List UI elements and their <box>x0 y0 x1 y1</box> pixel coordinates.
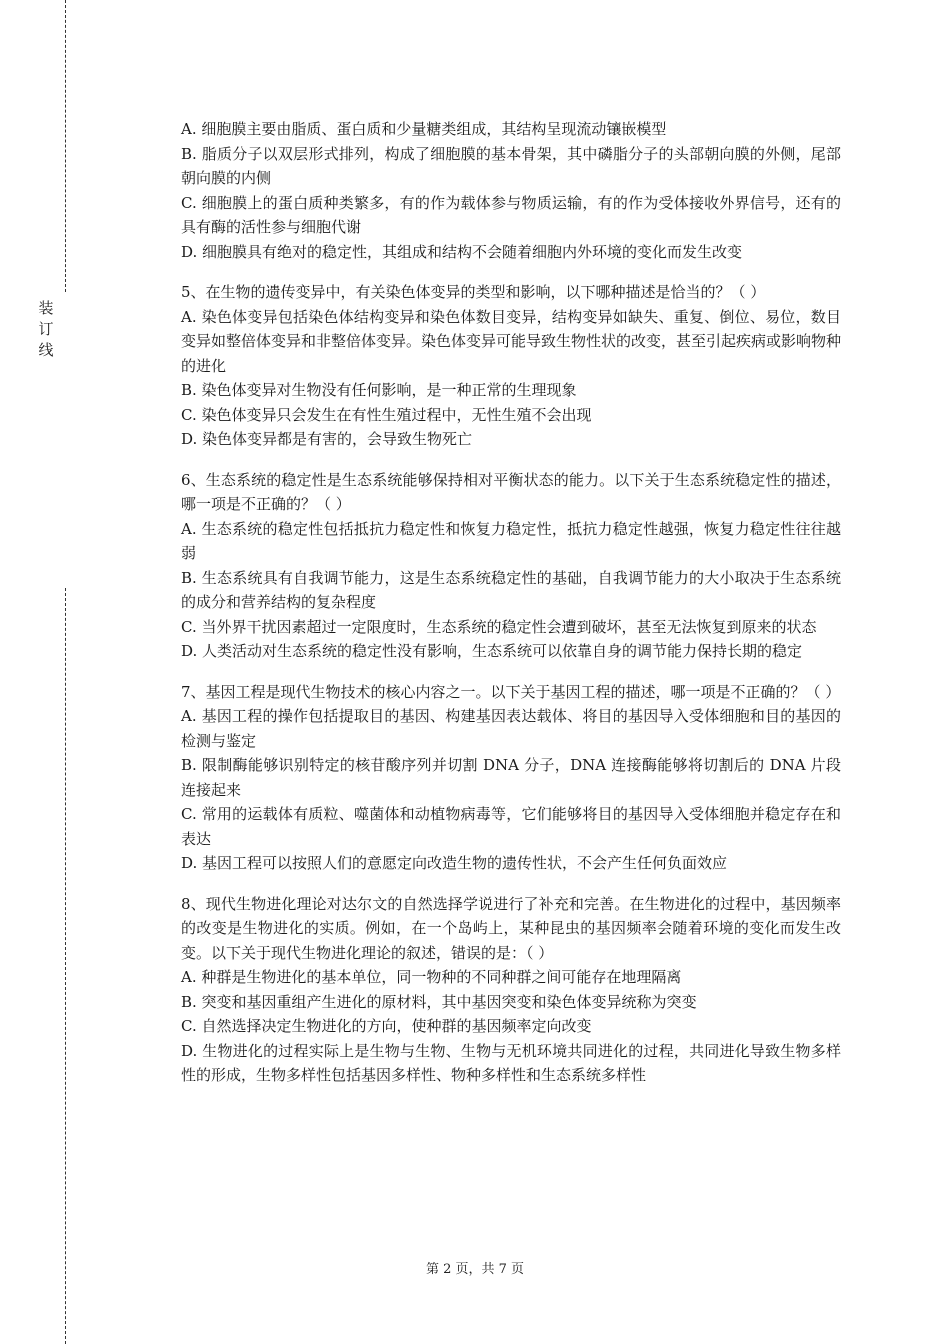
question-list <box>181 117 841 1088</box>
option-c: C. 细胞膜上的蛋白质种类繁多，有的作为载体参与物质运输，有的作为受体接收外界信号，还有的具有酶的活性参与细胞代谢 <box>181 193 841 236</box>
option-b: B. 脂质分子以双层形式排列，构成了细胞膜的基本骨架，其中磷脂分子的头部朝向膜的外侧，尾部朝向膜的内侧 <box>181 144 841 187</box>
option-a: A. 种群是生物进化的基本单位，同一物种的不同种群之间可能存在地理隔离 <box>181 968 682 986</box>
option-a: A. 生态系统的稳定性包括抵抗力稳定性和恢复力稳定性，抵抗力稳定性越强，恢复力稳定性往往越弱 <box>181 519 841 562</box>
option-c: C. 自然选择决定生物进化的方向，使种群的基因频率定向改变 <box>181 1017 592 1035</box>
question-stem: 8、现代生物进化理论对达尔文的自然选择学说进行了补充和完善。在生物进化的过程中，基因频率的改变是生物进化的实质。例如，在一个岛屿上，某种昆虫的基因频率会随着环境的变化而发生改变。以下关于现代生物进化理论的叙述，错误的是：（ ） <box>181 894 841 962</box>
option-c: C. 当外界干扰因素超过一定限度时，生态系统的稳定性会遭到破坏，甚至无法恢复到原来的状态 <box>181 617 817 636</box>
binding-line-bottom <box>65 588 66 1344</box>
option-b: B. 突变和基因重组产生进化的原材料，其中基因突变和染色体变异统称为突变 <box>181 992 697 1011</box>
option-d: D. 细胞膜具有绝对的稳定性，其组成和结构不会随着细胞内外环境的变化而发生改变 <box>181 242 743 261</box>
page-number: 第 2 页，共 7 页 <box>425 1262 525 1277</box>
option-a: A. 细胞膜主要由脂质、蛋白质和少量糖类组成，其结构呈现流动镶嵌模型 <box>181 120 667 138</box>
option-b: B. 限制酶能够识别特定的核苷酸序列并切割 DNA 分子，DNA 连接酶能够将切割后的 DNA 片段连接起来 <box>181 756 841 799</box>
option-b: B. 染色体变异对生物没有任何影响，是一种正常的生理现象 <box>181 381 577 399</box>
option-d: D. 生物进化的过程实际上是生物与生物、生物与无机环境共同进化的过程，共同进化导致生物多样性的形成，生物多样性包括基因多样性、物种多样性和生态系统多样性 <box>181 1041 841 1084</box>
question-4-continued <box>181 117 841 264</box>
binding-char: 线 <box>38 341 54 359</box>
question-stem: 7、基因工程是现代生物技术的核心内容之一。以下关于基因工程的描述，哪一项是不正确的？（ ） <box>181 682 841 701</box>
option-a: A. 染色体变异包括染色体结构变异和染色体数目变异，结构变异如缺失、重复、倒位、易位，数目变异如整倍体变异和非整倍体变异。染色体变异可能导致生物性状的改变，甚至引起疾病或影响物种的进化 <box>181 307 842 375</box>
question-stem: 5、在生物的遗传变异中，有关染色体变异的类型和影响，以下哪种描述是恰当的？（ ） <box>181 283 766 301</box>
option-a: A. 基因工程的操作包括提取目的基因、构建基因表达载体、将目的基因导入受体细胞和目的基因的检测与鉴定 <box>181 707 841 750</box>
question-stem: 6、生态系统的稳定性是生态系统能够保持相对平衡状态的能力。以下关于生态系统稳定性的描述，哪一项是不正确的？（ ） <box>181 470 841 513</box>
option-d: D. 人类活动对生态系统的稳定性没有影响，生态系统可以依靠自身的调节能力保持长期的稳定 <box>181 642 803 660</box>
binding-line-label <box>37 298 55 361</box>
binding-line-top <box>65 0 66 292</box>
option-b: B. 生态系统具有自我调节能力，这是生态系统稳定性的基础，自我调节能力的大小取决于生态系统的成分和营养结构的复杂程度 <box>181 568 841 611</box>
option-d: D. 基因工程可以按照人们的意愿定向改造生物的遗传性状，不会产生任何负面效应 <box>181 854 728 872</box>
option-c: C. 常用的运载体有质粒、噬菌体和动植物病毒等，它们能够将目的基因导入受体细胞并稳定存在和表达 <box>181 805 841 848</box>
question-5 <box>181 280 841 452</box>
question-8 <box>181 892 841 1088</box>
question-7 <box>181 680 841 876</box>
option-c: C. 染色体变异只会发生在有性生殖过程中，无性生殖不会出现 <box>181 405 592 424</box>
binding-char: 装 <box>38 299 54 317</box>
option-d: D. 染色体变异都是有害的，会导致生物死亡 <box>181 430 473 448</box>
binding-char: 订 <box>38 320 54 338</box>
question-6 <box>181 468 841 664</box>
